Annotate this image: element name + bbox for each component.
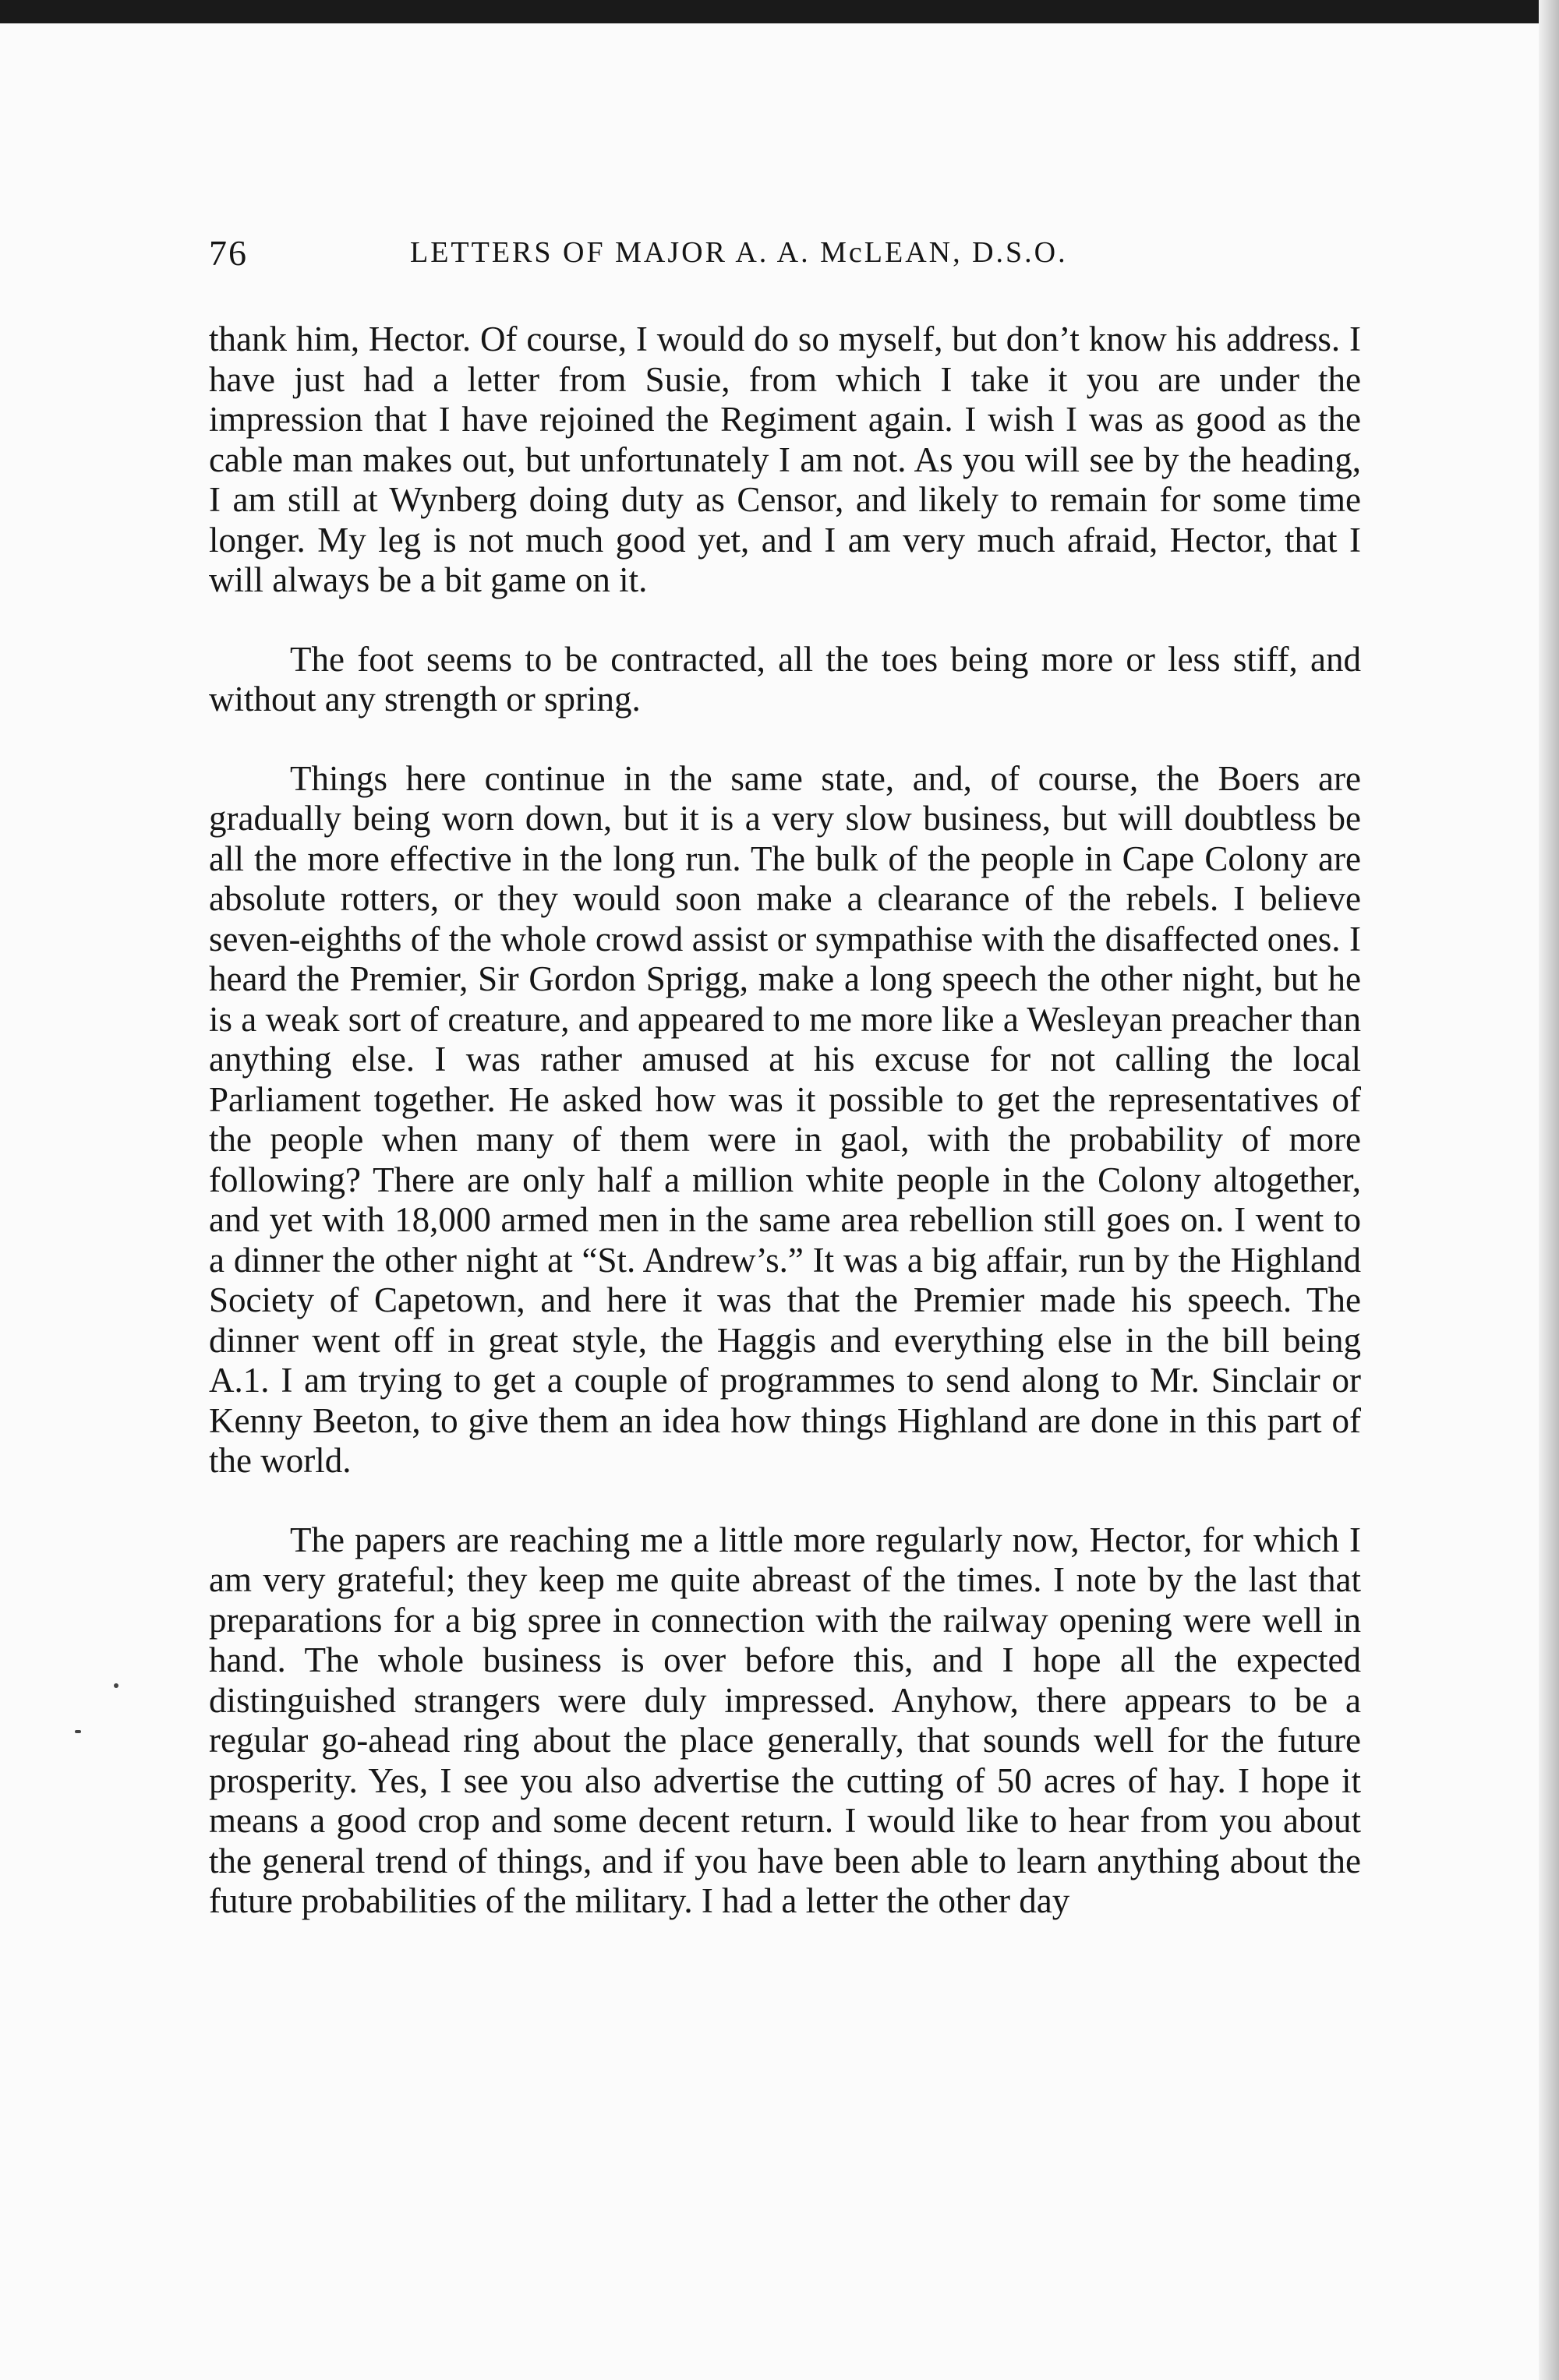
- paragraph-3: Things here continue in the same state, and, of course, the Boers are gradually being worn down, but it is a very slow business, but will doubtless be all the more effective in the long run. The bulk of the people in Cape Colony are absolute rotters, or they would soon make a clearance of the rebels. I believe seven-eighths of the whole crowd assist or sympathise with the disaffected ones. I heard the Premier, Sir Gordon Sprigg, make a long speech the other night, but he is a weak sort of creature, and appeared to me more like a Wesleyan preacher than anything else. I was rather amused at his excuse for not calling the local Parliament together. He asked how was it possible to get the representatives of the people when many of them were in gaol, with the probability of more following? There are only half a million white people in the Colony altogether, and yet with 18,000 armed men in the same area rebellion still goes on. I went to a dinner the other night at “St. Andrew’s.” It was a big affair, run by the Highland Society of Capetown, and here it was that the Premier made his speech. The dinner went off in great style, the Haggis and everything else in the bill being A.1. I am trying to get a couple of programmes to send along to Mr. Sinclair or Kenny Beeton, to give them an idea how things Highland are done in this part of the world.: [209, 758, 1361, 1480]
- scan-right-border: [1539, 0, 1559, 2380]
- margin-dot: [114, 1683, 118, 1688]
- scan-top-border: [0, 0, 1559, 23]
- book-page: [0, 23, 1539, 2380]
- margin-dash: [75, 1730, 81, 1733]
- paragraph-1: thank him, Hector. Of course, I would do so myself, but don’t know his address. I have just had a letter from Susie, from which I take it you are under the impression that I have rejoined the Regiment again. I wish I was as good as the cable man makes out, but unfortunately I am not. As you will see by the heading, I am still at Wynberg doing duty as Censor, and likely to remain for some time longer. My leg is not much good yet, and I am very much afraid, Hector, that I will always be a bit game on it.: [209, 320, 1361, 599]
- paragraph-2: The foot seems to be contracted, all the toes being more or less stiff, and without any strength or spring.: [209, 639, 1361, 719]
- paragraph-4: The papers are reaching me a little more regularly now, Hector, for which I am very grateful; they keep me quite abreast of the times. I note by the last that preparations for a big spree in connection with the railway opening were well in hand. The whole business is over before this, and I hope all the expected distinguished strangers were duly impressed. Anyhow, there appears to be a regular go-ahead ring about the place generally, that sounds well for the future prosperity. Yes, I see you also advertise the cutting of 50 acres of hay. I hope it means a good crop and some decent return. I would like to hear from you about the general trend of things, and if you have been able to learn anything about the future probabilities of the military. I had a letter the other day: [209, 1520, 1361, 1920]
- page-header: [209, 232, 1363, 295]
- running-head: LETTERS OF MAJOR A. A. McLEAN, D.S.O.: [410, 236, 1068, 269]
- page-number: 76: [209, 233, 248, 273]
- body-text: [209, 320, 1361, 1922]
